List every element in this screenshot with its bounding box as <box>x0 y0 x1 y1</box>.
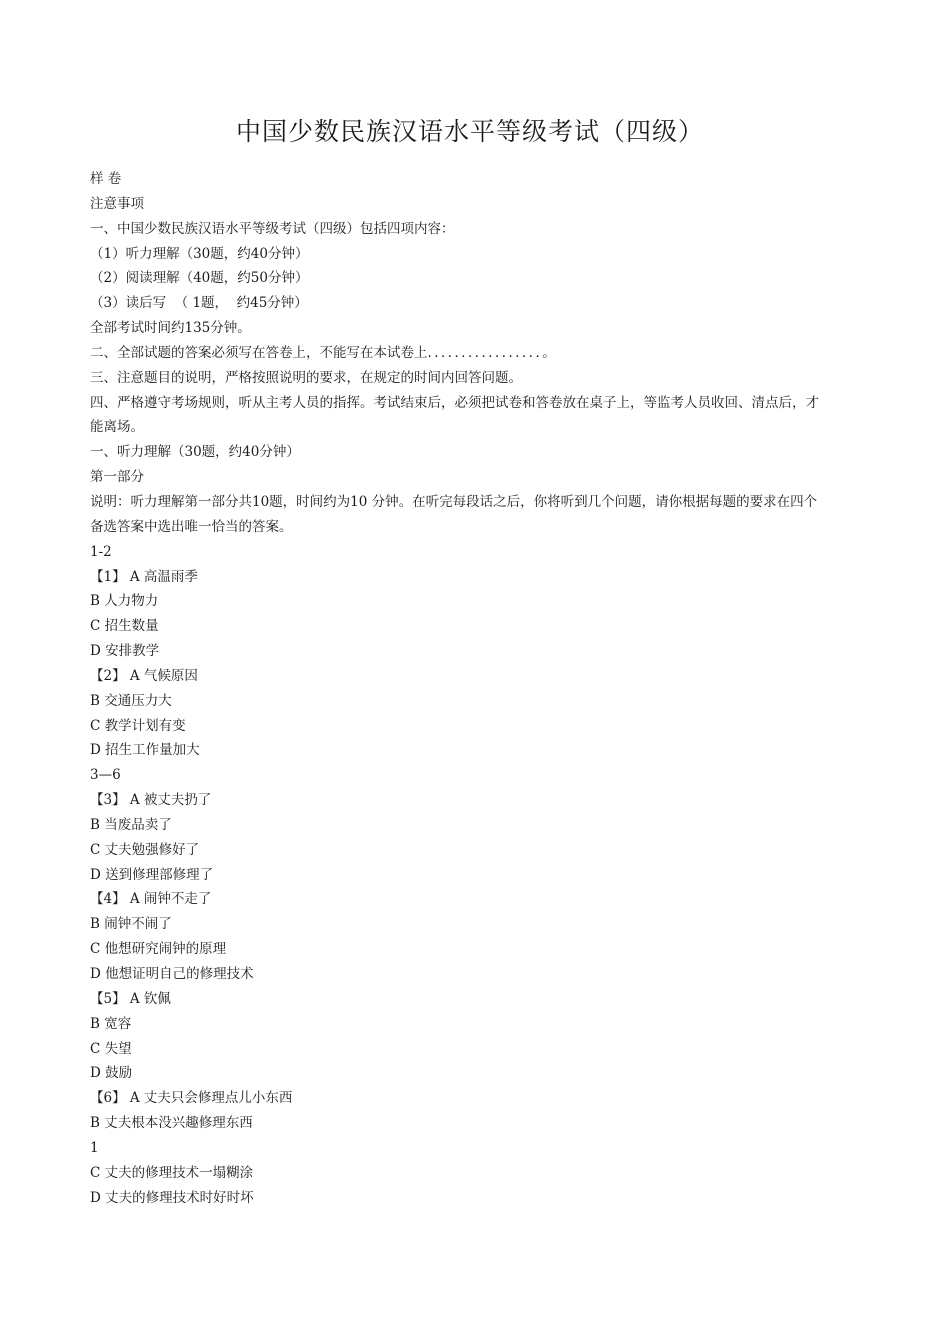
line-group-3-6: 3—6 <box>90 767 121 784</box>
line-q5-c: C 失望 <box>90 1040 132 1057</box>
line-stray-1: 1 <box>90 1139 99 1156</box>
line-q4-d: D 他想证明自己的修理技术 <box>90 966 254 982</box>
line-q2-a: 【2】 A 气候原因 <box>90 667 198 684</box>
line-note-4: 四、严格遵守考场规则，听从主考人员的指挥。考试结束后，必须把试卷和答卷放在桌子上，等监考人员收回、清点后，才 <box>90 394 819 411</box>
line-total-time: 全部考试时间约135分钟。 <box>90 320 251 337</box>
line-sample-label: 样 卷 <box>90 171 122 187</box>
line-note-3: 三、注意题目的说明，严格按照说明的要求，在规定的时间内回答问题。 <box>90 369 522 386</box>
line-q5-b: B 宽容 <box>90 1015 132 1032</box>
line-section-reading: （2）阅读理解（40题，约50分钟） <box>90 270 309 287</box>
line-q3-c: C 丈夫勉强修好了 <box>90 841 200 858</box>
line-q3-a: 【3】 A 被丈夫扔了 <box>90 792 212 809</box>
document-title: 中国少数民族汉语水平等级考试（四级） <box>235 117 704 146</box>
line-notes-heading: 注意事项 <box>90 195 144 212</box>
line-note-4-cont: 能离场。 <box>90 419 144 436</box>
line-q1-b: B 人力物力 <box>90 593 159 610</box>
line-section-writing: （3）读后写 （ 1题， 约45分钟） <box>90 295 308 312</box>
line-note-1: 一、中国少数民族汉语水平等级考试（四级）包括四项内容： <box>90 220 455 237</box>
line-section-listening: （1）听力理解（30题，约40分钟） <box>90 245 309 262</box>
line-q3-d: D 送到修理部修理了 <box>90 866 214 883</box>
line-q1-a: 【1】 A 高温雨季 <box>90 568 198 585</box>
line-part-one: 第一部分 <box>90 469 144 486</box>
line-q4-b: B 闹钟不闹了 <box>90 916 172 933</box>
document-body <box>90 167 870 1210</box>
line-q1-c: C 招生数量 <box>90 618 159 635</box>
line-q2-c: C 教学计划有变 <box>90 717 186 734</box>
line-instructions: 说明：听力理解第一部分共10题，时间约为10 分钟。在听完每段话之后，你将听到几个问题，请你根据每题的要求在四个 <box>90 493 818 510</box>
line-q2-d: D 招生工作量加大 <box>90 742 200 759</box>
line-q3-b: B 当废品卖了 <box>90 816 172 833</box>
line-q4-a: 【4】 A 闹钟不走了 <box>90 891 212 908</box>
line-q1-d: D 安排教学 <box>90 643 160 660</box>
line-q2-b: B 交通压力大 <box>90 692 172 709</box>
line-group-1-2: 1-2 <box>90 543 112 560</box>
line-note-2: 二、全部试题的答案必须写在答卷上，不能写在本试卷上．．．．．．．．．．．．．．．．．。 <box>90 344 556 361</box>
line-q6-a: 【6】 A 丈夫只会修理点儿小东西 <box>90 1090 293 1107</box>
line-q4-c: C 他想研究闹钟的原理 <box>90 941 227 958</box>
line-q6-b: B 丈夫根本没兴趣修理东西 <box>90 1115 253 1132</box>
line-q5-d: D 鼓励 <box>90 1065 133 1082</box>
line-instructions-cont: 备选答案中选出唯一恰当的答案。 <box>90 518 293 535</box>
line-q5-a: 【5】 A 钦佩 <box>90 990 171 1007</box>
line-q6-d: D 丈夫的修理技术时好时坏 <box>90 1189 254 1206</box>
line-q6-c: C 丈夫的修理技术一塌糊涂 <box>90 1164 254 1181</box>
line-part-heading: 一、听力理解（30题，约40分钟） <box>90 444 300 461</box>
